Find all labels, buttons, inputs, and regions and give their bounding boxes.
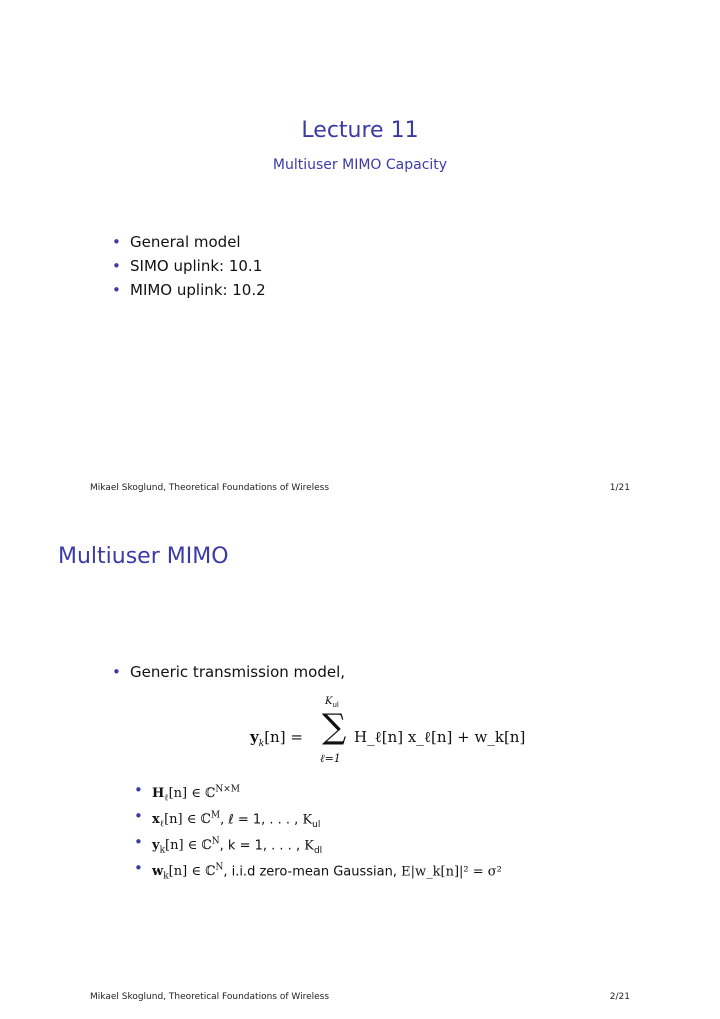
sum-upper-limit: $K_{ul}$ bbox=[325, 696, 339, 709]
page-number: 2/21 bbox=[609, 992, 630, 1002]
slide-1 bbox=[0, 0, 720, 509]
list-item: • $H_\ell[n]$ ∈ ℂ$^{N\times M}$ bbox=[134, 782, 502, 808]
list-item: • Generic transmission model, bbox=[112, 660, 345, 684]
sum-sign: ∑ bbox=[322, 707, 347, 747]
sum-lower-limit: ℓ=1 bbox=[320, 752, 341, 765]
footer-author: Mikael Skoglund, Theoretical Foundations of Wireless bbox=[90, 483, 330, 493]
list-item: • MIMO uplink: 10.2 bbox=[112, 278, 266, 302]
page-number: 1/21 bbox=[609, 483, 630, 493]
equation-rhs: H_ℓ[n] x_ℓ[n] + w_k[n] bbox=[354, 728, 526, 746]
list-item: • $x_\ell[n]$ ∈ ℂ$^M$, ℓ = 1, . . . , $K_{ul}$ bbox=[134, 808, 502, 834]
intro-list bbox=[112, 660, 345, 684]
list-item: • General model bbox=[112, 230, 266, 254]
list-item: • $y_k[n]$ ∈ ℂ$^N$, k = 1, . . . , $K_{dl}$ bbox=[134, 834, 502, 860]
frame-title: Multiuser MIMO bbox=[58, 544, 229, 569]
equation-lhs: $y_k[n]$ = bbox=[250, 728, 303, 749]
transmission-equation bbox=[250, 696, 550, 772]
definition-list bbox=[134, 782, 502, 886]
footer-author: Mikael Skoglund, Theoretical Foundations of Wireless bbox=[90, 992, 330, 1002]
list-item: • $w_k[n]$ ∈ ℂ$^N$, i.i.d zero-mean Gaussian, E|w_k[n]|² = σ² bbox=[134, 860, 502, 886]
list-item: • SIMO uplink: 10.1 bbox=[112, 254, 266, 278]
lecture-subtitle: Multiuser MIMO Capacity bbox=[272, 157, 448, 173]
slide-2 bbox=[0, 510, 720, 1019]
topic-list bbox=[112, 230, 266, 302]
lecture-title: Lecture 11 bbox=[301, 118, 419, 143]
